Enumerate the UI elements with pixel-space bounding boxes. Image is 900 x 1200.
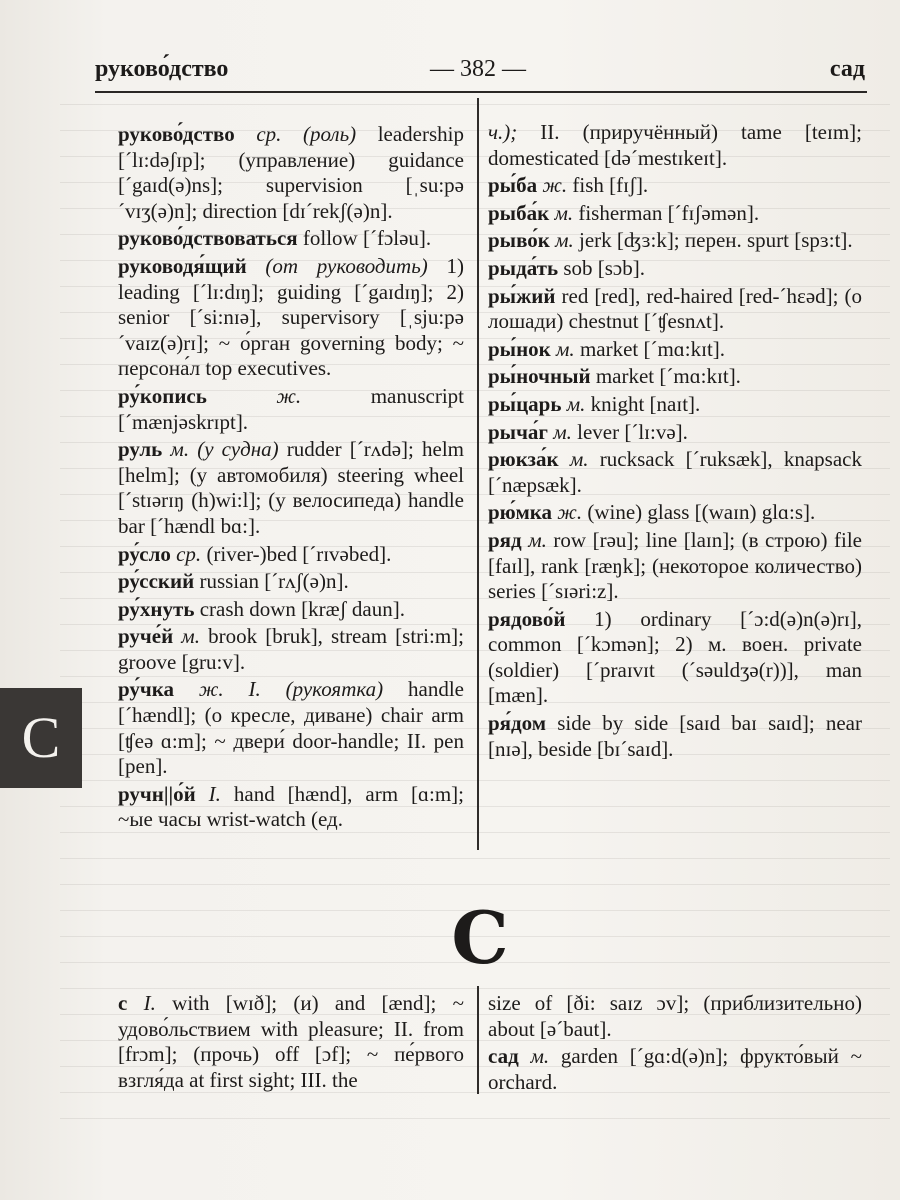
section-letter: С [451,895,509,980]
column-left-top [118,122,464,835]
dictionary-entry [488,256,862,282]
dictionary-entry [488,337,862,363]
entry-headword: рю́мка [488,500,553,525]
entry-translation: jerk [ʤɜ:k]; перен. spurt [spɜ:t]. [573,228,853,253]
entry-headword: ручн||о́й [118,781,196,806]
dictionary-entry [118,542,464,568]
entry-headword: рыво́к [488,228,550,253]
dictionary-entry [118,226,464,252]
dictionary-entry [488,284,862,335]
dictionary-entry [118,624,464,675]
entry-headword: сад [488,1044,519,1069]
entry-translation: (wine) glass [(waɪn) glɑ:s]. [582,500,816,525]
entry-translation: brook [bruk], stream [stri:m]; groove [gru:v]. [118,624,464,674]
entry-translation: hand [hænd], arm [ɑ:m]; ~ые часы wrist-watch (ед. [118,781,464,832]
entry-grammar: м. [549,200,574,225]
entry-headword: ру́чка [118,677,175,702]
dictionary-entry [488,228,862,254]
entry-translation: sob [sɔb]. [558,255,645,280]
entry-grammar: м. [173,624,200,649]
entry-translation: (river-)bed [´rɪvəbed]. [201,541,392,566]
entry-translation: follow [´fɔləu]. [297,226,432,251]
dictionary-entry [488,991,862,1042]
entry-grammar: м. [521,527,547,552]
entry-headword: ры́царь [488,391,562,416]
entry-grammar: м. [549,228,574,253]
dictionary-entry [488,447,862,498]
dictionary-entry [118,384,464,435]
dictionary-entry [488,392,862,418]
entry-grammar: ж. [537,173,568,198]
entry-translation: market [´mɑ:kɪt]. [590,364,741,389]
dictionary-entry [118,597,464,623]
entry-translation: size of [ði: saɪz ɔv]; (приблизительно) about [ə´baut]. [488,991,862,1041]
entry-headword: ру́сский [118,569,195,594]
entry-translation: manuscript [´mænjəskrɪpt]. [118,383,464,434]
entry-headword: ру́сло [118,541,171,566]
entry-translation: rucksack [´ruksæk], knapsack [´næpsæk]. [488,447,862,497]
entry-headword: руль [118,437,163,462]
dictionary-entry [488,201,862,227]
entry-grammar: м. [561,391,586,416]
entry-grammar: м. [518,1044,550,1069]
dictionary-entry [488,173,862,199]
page-header [95,54,865,88]
entry-headword: руководя́щий [118,253,247,278]
entry-grammar: м. [550,336,575,361]
dictionary-entry [488,528,862,605]
entry-translation: 1) leading [´lɪ:dɪŋ]; guiding [´gaɪdɪŋ]; 2) senior [´si:nɪə], supervisory [ˌsju:pə´vaɪz(ə)rɪ]; ~ о́рган governing body; ~ персона́л top executives. [118,253,464,381]
entry-grammar: ж. I. (рукоятка) [174,677,384,702]
dictionary-entry [488,1044,862,1095]
entry-grammar: м. [558,447,589,472]
header-left-guideword: руково́дство [95,56,229,82]
entry-translation: russian [´rʌʃ(ə)n]. [194,569,349,594]
entry-grammar: (от руководить) [246,253,428,278]
entry-headword: ряд [488,527,522,552]
dictionary-entry [118,991,464,1093]
column-left-bottom [118,991,464,1095]
dictionary-entry [118,254,464,382]
entry-translation: II. (приручённый) tame [teɪm]; domesticated [də´mestɪkeɪt]. [488,120,862,170]
entry-headword: ры́ночный [488,364,591,389]
entry-grammar: I. [127,991,156,1015]
column-divider-top [477,98,479,850]
header-rule [95,91,867,93]
dictionary-entry [488,420,862,446]
dictionary-entry [118,122,464,224]
entry-grammar: ср. (роль) [234,122,357,146]
entry-translation: leadership [´lɪ:dəʃɪp]; (управление) guidance [´gaɪd(ə)ns]; supervision [ˌsu:pə´vɪʒ(ə)n]; direction [dɪ´rekʃ(ə)n]. [118,122,464,223]
entry-grammar: ж. [552,500,583,525]
dictionary-entry [118,782,464,833]
column-right-bottom [488,991,862,1097]
entry-translation: handle [´hændl]; (о кресле, диване) chair arm [ʧeə ɑ:m]; ~ двери́ door-handle; II. pen [pen]. [118,677,464,779]
entry-grammar: ж. [206,383,302,408]
entry-headword: рыча́г [488,419,548,444]
entry-headword: ры́ба [488,173,538,198]
dictionary-entry [118,437,464,539]
entry-grammar: I. [195,781,221,806]
entry-translation: knight [naɪt]. [585,391,701,416]
thumb-index-tab: С [0,688,82,788]
entry-translation: 1) ordinary [´ɔ:d(ə)n(ə)rɪ], common [´kɔmən]; 2) м. воен. private (soldier) [´praɪvɪt (´səuldʒə(r))], man [mæn]. [488,606,862,708]
entry-headword: рыда́ть [488,255,559,280]
entry-headword: рядово́й [488,606,566,631]
entry-headword: с [118,991,128,1015]
entry-headword: ря́дом [488,711,547,736]
entry-translation: crash down [kræʃ daun]. [194,596,405,621]
column-divider-bottom [477,986,479,1094]
dictionary-entry [488,500,862,526]
entry-translation: side by side [saɪd baɪ saɪd]; near [nɪə], beside [bɪ´saɪd]. [488,711,862,761]
dictionary-entry [488,607,862,709]
entry-grammar: м. [547,419,572,444]
entry-translation: row [rəu]; line [laɪn]; (в строю) file [faɪl], rank [ræŋk]; (некоторое количество) series [´sɪəri:z]. [488,527,862,604]
entry-translation: lever [´lɪ:və]. [571,419,688,444]
entry-headword: рюкза́к [488,447,559,472]
dictionary-entry [118,677,464,779]
entry-grammar: ч.); [488,120,518,144]
entry-headword: руче́й [118,624,174,649]
entry-headword: руково́дство [118,122,235,146]
entry-grammar: ср. [170,541,202,566]
entry-translation: rudder [´rʌdə]; helm [helm]; (у автомобиля) steering wheel [´stɪərɪŋ (h)wi:l]; (у велосипеда) handle bar [´hændl bɑ:]. [118,437,464,538]
dictionary-entry [488,364,862,390]
entry-translation: garden [´gɑ:d(ə)n]; фрукто́вый ~ orchard. [488,1044,863,1094]
entry-headword: ры́нок [488,336,551,361]
entry-translation: red [red], red-haired [red-´hεəd]; (о лошади) chestnut [´ʧesnʌt]. [488,283,862,334]
entry-translation: market [´mɑ:kɪt]. [574,336,726,361]
entry-headword: ру́хнуть [118,596,195,621]
entry-grammar: м. (у судна) [162,437,279,462]
entry-headword: ры́жий [488,283,556,308]
dictionary-entry [488,120,862,171]
dictionary-entry [118,569,464,595]
dictionary-entry [488,711,862,762]
entry-headword: ру́копись [118,383,207,408]
page-number: — 382 — [430,56,526,82]
entry-headword: рыба́к [488,200,550,225]
entry-translation: fish [fɪʃ]. [567,173,649,198]
column-right-top [488,120,862,764]
header-right-guideword: сад [829,56,865,82]
entry-headword: руково́дствоваться [118,226,298,251]
entry-translation: with [wɪð]; (и) and [ænd]; ~ удово́льствием with pleasure; II. from [frɔm]; (прочь) off [ɔf]; ~ пе́рвого взгля́да at first sight; III. the [118,991,465,1092]
entry-translation: fisherman [´fɪʃəmən]. [573,200,760,225]
